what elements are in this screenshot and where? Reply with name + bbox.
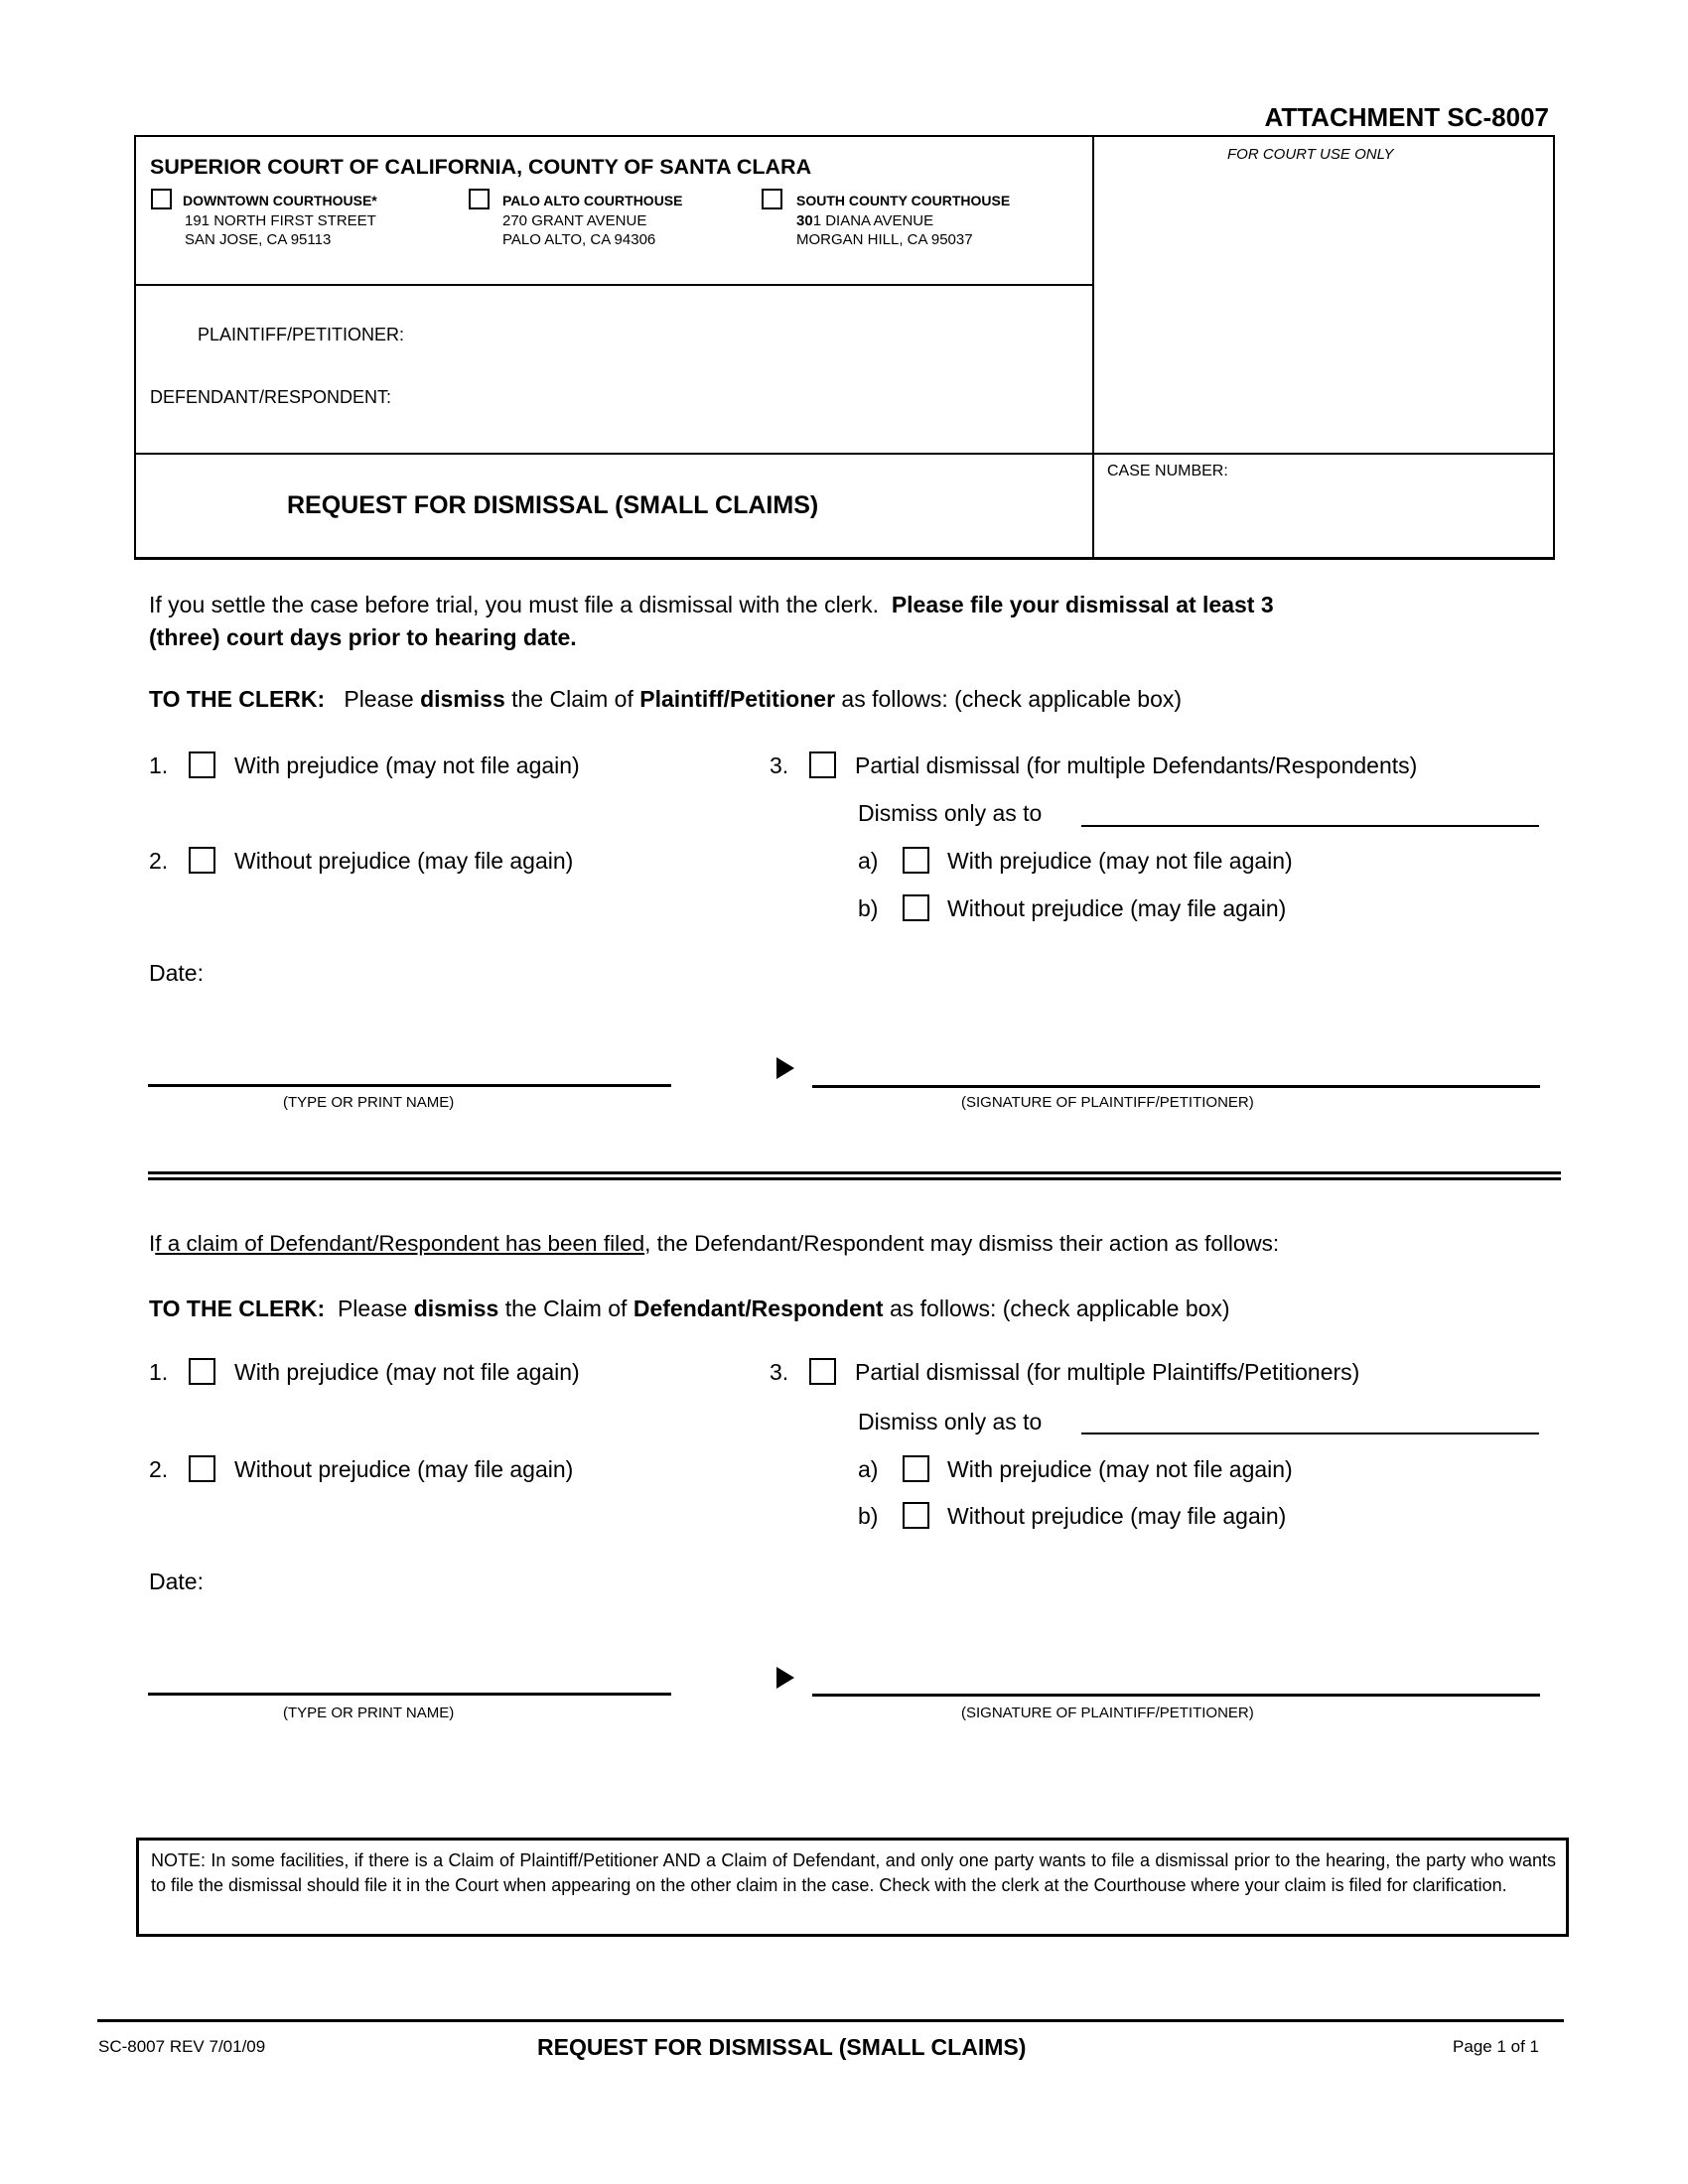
intro-bold-1: Please file your dismissal at least 3 — [891, 592, 1274, 617]
checkbox-downtown-courthouse[interactable] — [151, 189, 172, 209]
clerk-text: Please — [337, 1296, 408, 1321]
checkbox-south-county-courthouse[interactable] — [762, 189, 782, 209]
print-name-line — [148, 1693, 671, 1696]
caption-box-title-divider — [134, 453, 1555, 455]
dismiss-only-line — [1081, 825, 1539, 827]
print-name-line — [148, 1084, 671, 1087]
intro-line-2: (three) court days prior to hearing date. — [149, 624, 577, 650]
courthouse-name-downtown: DOWNTOWN COURTHOUSE* — [183, 193, 377, 208]
intro-text: If you settle the case before trial, you must file a dismissal with the clerk. — [149, 592, 880, 617]
option-label-without-prejudice: Without prejudice (may file again) — [234, 1456, 574, 1482]
suboption-letter: b) — [858, 895, 879, 921]
signature-line[interactable] — [812, 1085, 1540, 1088]
checkbox-defendant-without-prejudice[interactable] — [189, 1455, 215, 1482]
option-label-without-prejudice: Without prejudice (may file again) — [234, 848, 574, 874]
courthouse-address1-south-county — [796, 211, 933, 230]
option-number: 3. — [770, 752, 789, 778]
courthouse-address1-downtown: 191 NORTH FIRST STREET — [185, 212, 376, 229]
address-number-bold: 30 — [796, 212, 813, 229]
clerk-text: Please — [344, 686, 414, 712]
print-name-caption: (TYPE OR PRINT NAME) — [283, 1094, 455, 1111]
form-title: REQUEST FOR DISMISSAL (SMALL CLAIMS) — [287, 491, 819, 519]
intro-line-1 — [149, 591, 1274, 618]
plaintiff-input[interactable] — [467, 320, 1066, 349]
option-label-with-prejudice: With prejudice (may not file again) — [234, 752, 580, 778]
intro-underlined: f a claim of Defendant/Respondent has been filed — [155, 1231, 645, 1256]
checkbox-defendant-partial-dismissal[interactable] — [809, 1358, 836, 1385]
courthouse-name-palo-alto: PALO ALTO COURTHOUSE — [502, 193, 683, 208]
print-name-caption: (TYPE OR PRINT NAME) — [283, 1705, 455, 1721]
option-number: 3. — [770, 1359, 789, 1385]
caption-box-bottom-border — [134, 557, 1555, 560]
checkbox-defendant-partial-with-prejudice[interactable] — [903, 1455, 929, 1482]
clerk-text: as follows: (check applicable box) — [841, 686, 1183, 712]
footer-title: REQUEST FOR DISMISSAL (SMALL CLAIMS) — [537, 2034, 1027, 2060]
clerk-text: the Claim of — [511, 686, 633, 712]
footer-form-code: SC-8007 REV 7/01/09 — [98, 2037, 266, 2056]
print-name-input[interactable] — [149, 1661, 673, 1693]
option-label-with-prejudice: With prejudice (may not file again) — [234, 1359, 580, 1385]
checkbox-plaintiff-partial-with-prejudice[interactable] — [903, 847, 929, 874]
checkbox-plaintiff-partial-dismissal[interactable] — [809, 751, 836, 778]
checkbox-plaintiff-partial-without-prejudice[interactable] — [903, 894, 929, 921]
clerk-bold-party: Plaintiff/Petitioner — [639, 686, 836, 712]
suboption-letter: b) — [858, 1503, 879, 1529]
signature-arrow-icon — [776, 1667, 794, 1689]
clerk-text: the Claim of — [504, 1296, 628, 1321]
suboption-letter: a) — [858, 1456, 879, 1482]
caption-box-top-border — [134, 135, 1555, 137]
defendant-input[interactable] — [467, 382, 1066, 412]
to-clerk-line — [149, 685, 1182, 713]
defendant-intro — [149, 1230, 1279, 1258]
suboption-label-without-prejudice: Without prejudice (may file again) — [947, 1503, 1287, 1529]
date-label: Date: — [149, 1569, 204, 1594]
courthouse-address2-south-county: MORGAN HILL, CA 95037 — [796, 231, 973, 248]
section-divider-bottom — [148, 1177, 1561, 1180]
option-label-partial-dismissal: Partial dismissal (for multiple Plaintiffs/Petitioners) — [855, 1359, 1360, 1385]
caption-box-center-divider — [1092, 135, 1094, 560]
option-number: 1. — [149, 752, 169, 778]
checkbox-palo-alto-courthouse[interactable] — [469, 189, 490, 209]
signature-line[interactable] — [812, 1694, 1540, 1697]
for-court-use-label: FOR COURT USE ONLY — [1227, 146, 1394, 163]
to-clerk-label: TO THE CLERK: — [149, 686, 326, 712]
dismiss-only-line — [1081, 1433, 1539, 1434]
date-input[interactable] — [223, 1565, 525, 1596]
address-street: 1 DIANA AVENUE — [812, 212, 934, 229]
caption-box-court-divider — [134, 284, 1093, 286]
option-number: 1. — [149, 1359, 169, 1385]
caption-box-left-border — [134, 135, 136, 560]
print-name-input[interactable] — [149, 1052, 673, 1084]
option-label-partial-dismissal: Partial dismissal (for multiple Defendants/Respondents) — [855, 752, 1418, 778]
clerk-bold-dismiss: dismiss — [413, 1296, 499, 1321]
date-label: Date: — [149, 960, 204, 986]
case-number-input[interactable] — [1107, 491, 1538, 533]
option-number: 2. — [149, 848, 169, 874]
clerk-text: as follows: (check applicable box) — [889, 1296, 1230, 1321]
intro-first-letter: I — [149, 1231, 156, 1256]
clerk-bold-party: Defendant/Respondent — [633, 1296, 884, 1321]
signature-caption: (SIGNATURE OF PLAINTIFF/PETITIONER) — [961, 1705, 1254, 1721]
footer-page-number: Page 1 of 1 — [1453, 2037, 1539, 2056]
checkbox-defendant-with-prejudice[interactable] — [189, 1358, 215, 1385]
section-divider-top — [148, 1171, 1561, 1174]
to-clerk-line — [149, 1295, 1230, 1322]
checkbox-plaintiff-with-prejudice[interactable] — [189, 751, 215, 778]
clerk-bold-dismiss: dismiss — [420, 686, 505, 712]
checkbox-plaintiff-without-prejudice[interactable] — [189, 847, 215, 874]
intro-rest: , the Defendant/Respondent may dismiss their action as follows: — [644, 1231, 1280, 1256]
courthouse-address2-downtown: SAN JOSE, CA 95113 — [185, 231, 332, 248]
case-number-label: CASE NUMBER: — [1107, 463, 1228, 479]
suboption-letter: a) — [858, 848, 879, 874]
to-clerk-label: TO THE CLERK: — [149, 1296, 326, 1321]
courthouse-address2-palo-alto: PALO ALTO, CA 94306 — [502, 231, 656, 248]
dismiss-only-label: Dismiss only as to — [858, 800, 1043, 826]
date-input[interactable] — [223, 956, 525, 988]
attachment-label: ATTACHMENT SC-8007 — [1264, 102, 1549, 132]
dismiss-only-input[interactable] — [1082, 1404, 1541, 1432]
dismiss-only-input[interactable] — [1082, 797, 1541, 825]
defendant-label: DEFENDANT/RESPONDENT: — [150, 387, 392, 407]
option-number: 2. — [149, 1456, 169, 1482]
signature-arrow-icon — [776, 1057, 794, 1079]
courthouse-name-south-county: SOUTH COUNTY COURTHOUSE — [796, 193, 1011, 208]
dismiss-only-label: Dismiss only as to — [858, 1409, 1043, 1434]
court-name: SUPERIOR COURT OF CALIFORNIA, COUNTY OF SANTA CLARA — [150, 155, 812, 179]
checkbox-defendant-partial-without-prejudice[interactable] — [903, 1502, 929, 1529]
suboption-label-without-prejudice: Without prejudice (may file again) — [947, 895, 1287, 921]
caption-box-right-border — [1553, 135, 1555, 560]
suboption-label-with-prejudice: With prejudice (may not file again) — [947, 1456, 1293, 1482]
note-box: NOTE: In some facilities, if there is a Claim of Plaintiff/Petitioner AND a Claim of Defendant, and only one party wants to file a dismissal prior to the hearing, the party who wants to file the dismissal should file it in the Court when appearing on the other claim in the case. Check with the clerk at the Courthouse where your claim is filed for clarification. — [136, 1838, 1569, 1937]
signature-caption: (SIGNATURE OF PLAINTIFF/PETITIONER) — [961, 1094, 1254, 1111]
suboption-label-with-prejudice: With prejudice (may not file again) — [947, 848, 1293, 874]
footer-rule — [97, 2019, 1564, 2022]
plaintiff-label: PLAINTIFF/PETITIONER: — [198, 325, 405, 344]
courthouse-address1-palo-alto: 270 GRANT AVENUE — [502, 212, 647, 229]
